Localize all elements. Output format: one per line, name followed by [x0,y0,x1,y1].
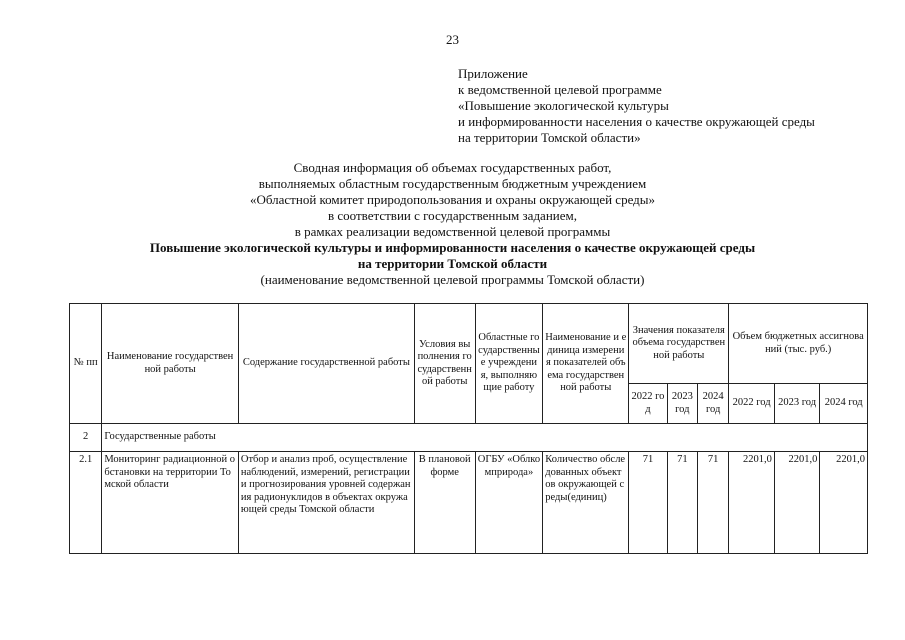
row-value: 71 [629,452,667,554]
summary-line: «Областной комитет природопользования и охраны окружающей среды» [249,192,656,207]
row-budget: 2201,0 [820,452,868,554]
works-table [69,303,868,554]
program-title-line: на территории Томской области [357,256,548,271]
header-year: 2022 год [729,384,775,424]
annex-line: «Повышение экологической культуры [458,98,669,113]
summary-line: выполняемых областным государственным бюджетным учреждением [258,176,647,191]
header-year: 2023 год [667,384,697,424]
annex-line: к ведомственной целевой программе [458,82,662,97]
program-caption: (наименование ведомственной целевой программы Томской области) [260,272,645,287]
annex-line: на территории Томской области» [458,130,641,145]
annex-line: и информированности населения о качестве окружающей среды [458,114,815,129]
annex-header [458,66,815,146]
header-content: Содержание государственной работы [238,304,414,424]
section-row [70,424,868,452]
row-work-name: Мониторинг радиационной обстановки на территории Томской области [102,452,239,554]
summary-line: Сводная информация об объемах государственных работ, [293,160,612,175]
section-num: 2 [70,424,102,452]
header-measure: Наименование и единица измерения показателей объема государственной работы [543,304,629,424]
summary-title [0,160,905,288]
section-title: Государственные работы [102,424,868,452]
row-num: 2.1 [70,452,102,554]
program-title-line: Повышение экологической культуры и информированности населения о качестве окружающей среды [149,240,756,255]
header-row [70,304,868,384]
header-year: 2024 год [697,384,728,424]
header-num: № пп [70,304,102,424]
page-number: 23 [446,32,459,47]
header-conditions: Условия выполнения государственной работы [414,304,475,424]
header-work-name: Наименование государственной работы [102,304,239,424]
header-institutions: Областные государственные учреждения, выполняющие работу [475,304,543,424]
row-conditions: В плановой форме [414,452,475,554]
summary-line: в рамках реализации ведомственной целевой программы [294,224,611,239]
row-budget: 2201,0 [729,452,775,554]
annex-line: Приложение [458,66,528,81]
row-institution: ОГБУ «Облкомприрода» [475,452,543,554]
row-budget: 2201,0 [774,452,820,554]
header-year: 2023 год [774,384,820,424]
row-content: Отбор и анализ проб, осуществление наблюдений, измерений, регистрации и прогнозирования уровней содержания радионуклидов в объектах окружающей среды Томской области [238,452,414,554]
header-year: 2022 год [629,384,667,424]
header-year: 2024 год [820,384,868,424]
header-budget: Объем бюджетных ассигнований (тыс. руб.) [729,304,868,384]
row-value: 71 [667,452,697,554]
row-value: 71 [697,452,728,554]
summary-line: в соответствии с государственным заданием, [328,208,577,223]
header-indicator-values: Значения показателя объема государственной работы [629,304,729,384]
row-measure: Количество обследованных объектов окружающей среды(единиц) [543,452,629,554]
table-row [70,452,868,554]
